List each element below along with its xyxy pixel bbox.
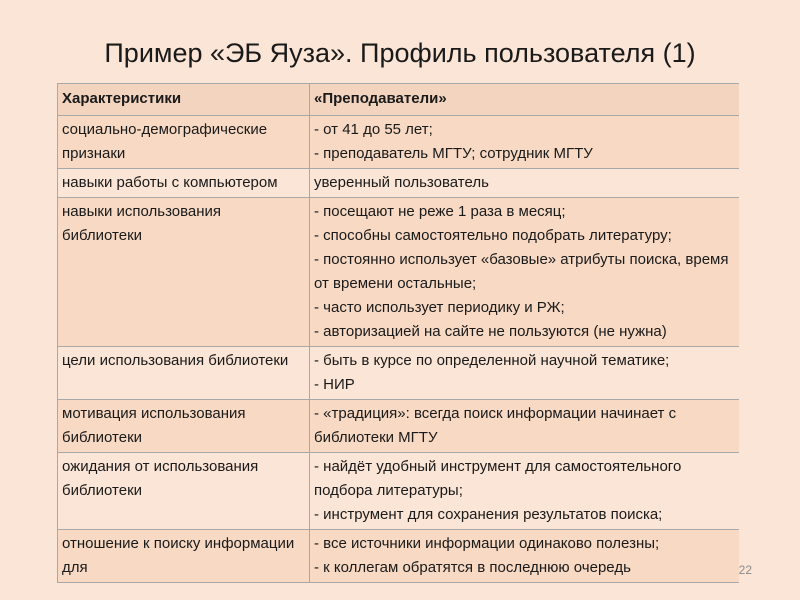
row-value bbox=[310, 116, 740, 169]
value-line: уверенный пользователь bbox=[314, 174, 489, 191]
row-value bbox=[310, 347, 740, 400]
value-line: - инструмент для сохранения результатов поиска; bbox=[314, 506, 663, 523]
row-value bbox=[310, 169, 740, 198]
row-label: цели использования библиотеки bbox=[58, 347, 310, 400]
value-line: - найдёт удобный инструмент для самостоятельного подбора литературы; bbox=[314, 458, 682, 499]
row-value bbox=[310, 453, 740, 530]
table-row bbox=[58, 453, 740, 530]
table-row bbox=[58, 347, 740, 400]
value-line: - способны самостоятельно подобрать литературу; bbox=[314, 227, 672, 244]
value-line: - к коллегам обратятся в последнюю очередь bbox=[314, 559, 631, 576]
value-line: - посещают не реже 1 раза в месяц; bbox=[314, 203, 566, 220]
user-profile-table bbox=[57, 83, 739, 583]
user-profile-table-container bbox=[57, 83, 739, 600]
table-row bbox=[58, 116, 740, 169]
value-line: - НИР bbox=[314, 376, 355, 393]
value-line: - часто использует периодику и РЖ; bbox=[314, 299, 565, 316]
row-label: навыки использования библиотеки bbox=[58, 198, 310, 347]
row-value bbox=[310, 198, 740, 347]
row-label: мотивация использования библиотеки bbox=[58, 400, 310, 453]
value-line: - авторизацией на сайте не пользуются (не нужна) bbox=[314, 323, 667, 340]
row-value bbox=[310, 400, 740, 453]
row-label: отношение к поиску информации для bbox=[58, 530, 310, 583]
table-row bbox=[58, 400, 740, 453]
value-line: - быть в курсе по определенной научной тематике; bbox=[314, 352, 670, 369]
value-line: - преподаватель МГТУ; сотрудник МГТУ bbox=[314, 145, 593, 162]
value-line: - все источники информации одинаково полезны; bbox=[314, 535, 660, 552]
header-characteristics: Характеристики bbox=[58, 84, 310, 116]
row-label: социально-демографические признаки bbox=[58, 116, 310, 169]
row-value bbox=[310, 530, 740, 583]
row-label: навыки работы с компьютером bbox=[58, 169, 310, 198]
value-line: - «традиция»: всегда поиск информации начинает с библиотеки МГТУ bbox=[314, 405, 677, 446]
page-number: 22 bbox=[738, 563, 752, 577]
table-row bbox=[58, 169, 740, 198]
value-line: - постоянно использует «базовые» атрибуты поиска, время от времени остальные; bbox=[314, 251, 729, 292]
table-row bbox=[58, 198, 740, 347]
row-label: ожидания от использования библиотеки bbox=[58, 453, 310, 530]
table-header-row bbox=[58, 84, 740, 116]
slide-title: Пример «ЭБ Яуза». Профиль пользователя (1) bbox=[104, 38, 696, 68]
table-row bbox=[58, 530, 740, 583]
value-line: - от 41 до 55 лет; bbox=[314, 121, 433, 138]
header-teachers: «Преподаватели» bbox=[310, 84, 740, 116]
